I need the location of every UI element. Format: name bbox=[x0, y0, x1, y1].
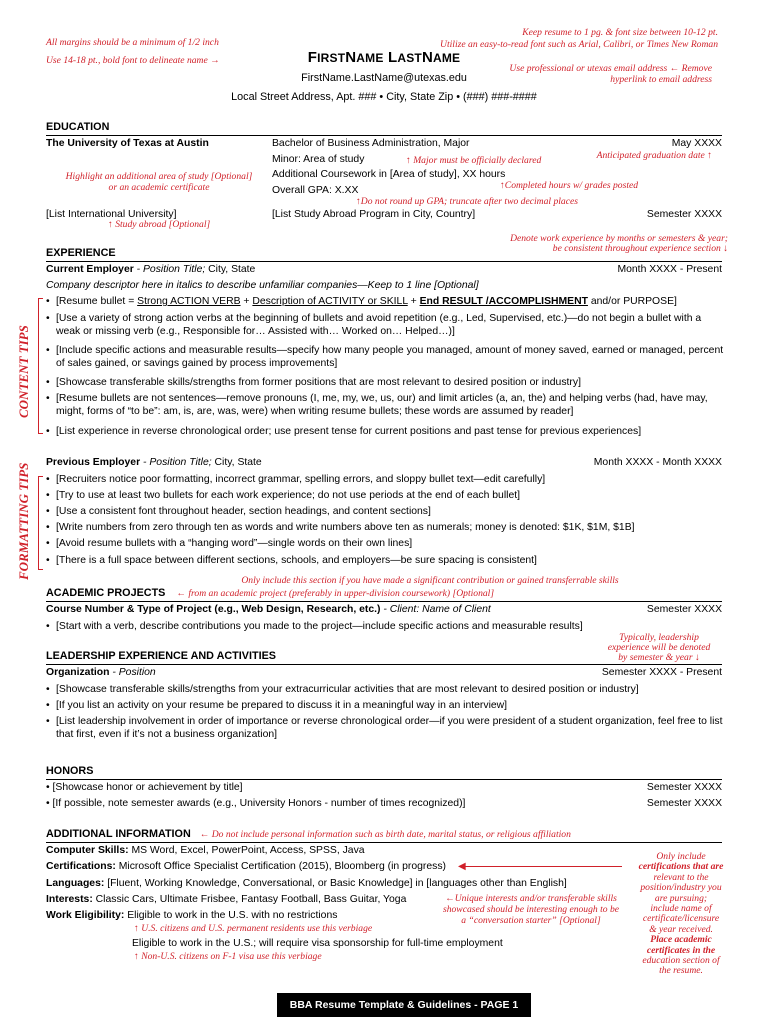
previous-bullet-3: • [Use a consistent font throughout header, section headings, and content sections] bbox=[46, 506, 431, 517]
gpa-round-note: ↑Do not round up GPA; truncate after two decimal places bbox=[356, 196, 578, 207]
client-name: - Client: Name of Client bbox=[380, 604, 491, 615]
degree: Bachelor of Business Administration, Major bbox=[272, 138, 470, 149]
interests-note-3: a “conversation starter” [Optional] bbox=[461, 915, 601, 926]
additional-study-note: Highlight an additional area of study [Optional] bbox=[65, 171, 253, 182]
academic-bullet: • [Start with a verb, describe contributions you made to the project—include specific actions and measurable results] bbox=[46, 621, 583, 632]
resume-length-note: Keep resume to 1 pg. & font size between 10-12 pt. bbox=[522, 27, 718, 38]
current-bullet-2: • [Use a variety of strong action verbs at the beginning of bullets and avoid repetition (e.g., Led, Supervised, etc.)—do not begin a bullet with a weak or missing verb (e.g., Responsible for… Assisted with… Worked on… Helped…)] bbox=[46, 313, 702, 337]
academic-heading: ACADEMIC PROJECTS ← from an academic project (preferably in upper-division coursework) [Optional] bbox=[46, 587, 722, 602]
page-footer: BBA Resume Template & Guidelines - PAGE 1 bbox=[277, 993, 531, 1017]
email-tip-note-2: hyperlink to email address bbox=[610, 74, 712, 85]
email-address: FirstName.LastName@utexas.edu bbox=[301, 72, 467, 84]
experience-heading: EXPERIENCE bbox=[46, 247, 476, 262]
school-name: The University of Texas at Austin bbox=[46, 138, 209, 149]
current-bullet-6: • [List experience in reverse chronological order; use present tense for current positions and past tense for previous experiences] bbox=[46, 426, 642, 437]
company-descriptor: Company descriptor here in italics to describe unfamiliar companies—Keep to 1 line [Optional] bbox=[46, 280, 479, 291]
work-exp-note: Denote work experience by months or semesters & year; bbox=[510, 233, 728, 244]
position: - Position bbox=[109, 667, 156, 678]
academic-only-note: Only include this section if you have made a significant contribution or gained transferrable skills bbox=[241, 575, 619, 586]
previous-employer-row bbox=[46, 456, 722, 469]
honor-row-1: • [Showcase honor or achievement by title] Semester XXXX bbox=[46, 782, 722, 793]
additional-study-note-2: or an academic certificate bbox=[108, 182, 210, 193]
academic-row bbox=[46, 603, 722, 616]
current-date: Month XXXX - Present bbox=[617, 264, 722, 275]
previous-bullet-6: • [There is a full space between different sections, schools, and employers—be sure spacing is consistent] bbox=[46, 555, 537, 566]
education-heading: EDUCATION bbox=[46, 121, 722, 136]
current-employer-row bbox=[46, 263, 722, 276]
previous-bullet-4: • [Write numbers from zero through ten as words and write numbers above ten as numerals; money is denoted: $1K, $1M, $1B] bbox=[46, 522, 635, 533]
previous-title: - Position Title; bbox=[140, 457, 212, 468]
minor: Minor: Area of study bbox=[272, 154, 365, 165]
computer-skills: Computer Skills: MS Word, Excel, PowerPoint, Access, SPSS, Java bbox=[46, 845, 365, 856]
interests-note: ←Unique interests and/or transferable skills bbox=[445, 893, 617, 904]
leadership-note: Typically, leadership bbox=[619, 632, 699, 643]
international-university: [List International University] bbox=[46, 209, 177, 220]
academic-date: Semester XXXX bbox=[646, 604, 722, 615]
honor-1-date: Semester XXXX bbox=[646, 782, 722, 793]
previous-bullet-1: • [Recruiters notice poor formatting, incorrect grammar, spelling errors, and sloppy bullet text—edit carefully] bbox=[46, 474, 546, 485]
honor-row-2: • [If possible, note semester awards (e.g., University Honors - number of times recognized)] Semester XXXX bbox=[46, 798, 722, 809]
personal-info-note: ← Do not include personal information such as birth date, marital status, or religious affiliation bbox=[199, 829, 571, 840]
us-citizen-note: ↑ U.S. citizens and U.S. permanent residents use this verbiage bbox=[134, 923, 373, 934]
study-abroad-program: [List Study Abroad Program in City, Country] bbox=[272, 209, 476, 220]
study-abroad-note: ↑ Study abroad [Optional] bbox=[108, 219, 211, 230]
leadership-bullet-1: • [Showcase transferable skills/strengths from your extracurricular activities that are most relevant to desired position or industry] bbox=[46, 684, 639, 695]
work-eligibility: Work Eligibility: Eligible to work in the U.S. with no restrictions bbox=[46, 910, 338, 921]
leadership-row bbox=[46, 666, 722, 679]
formatting-tips-brace bbox=[38, 476, 43, 570]
interests: Interests: Classic Cars, Ultimate Frisbee, Fantasy Football, Bass Guitar, Yoga bbox=[46, 894, 407, 905]
experience-rule bbox=[46, 261, 722, 262]
formatting-tips-label: FORMATTING TIPS bbox=[16, 462, 31, 580]
cert-arrow-icon: ◀ bbox=[458, 861, 466, 872]
honor-2-date: Semester XXXX bbox=[646, 798, 722, 809]
completed-hours-note: ↑Completed hours w/ grades posted bbox=[500, 180, 639, 191]
cert-side-note: Only include certifications that are relevant to the position/industry you are pursuing; include name of certificate/licensure & year received. Place academic certificates in the education section of the resume. bbox=[638, 851, 724, 977]
email-tip-note: Use professional or utexas email address ← Remove bbox=[509, 63, 712, 74]
current-title: - Position Title; bbox=[133, 264, 206, 275]
additional-coursework: Additional Coursework in [Area of study], XX hours bbox=[272, 169, 506, 180]
content-tips-brace bbox=[38, 298, 43, 434]
current-bullet-4: • [Showcase transferable skills/strengths from former positions that are most relevant to desired position or industry] bbox=[46, 377, 581, 388]
current-bullet-1: • [Resume bullet = Strong ACTION VERB + Description of ACTIVITY or SKILL + End RESULT /ACCOMPLISHMENT and/or PURPOSE] bbox=[46, 296, 677, 307]
previous-location: City, State bbox=[211, 457, 262, 468]
graduation-date: May XXXX bbox=[671, 138, 722, 149]
course-project: Course Number & Type of Project (e.g., Web Design, Research, etc.) bbox=[46, 604, 381, 615]
work-exp-note-2: be consistent throughout experience section ↓ bbox=[552, 243, 728, 254]
current-bullet-3: • [Include specific actions and measurable results—specify how many people you managed, amount of money saved, earned or managed, percent of sales gained, or savings gained by process improvements] bbox=[46, 345, 724, 369]
current-employer: Current Employer bbox=[46, 264, 134, 275]
previous-bullet-5: • [Avoid resume bullets with a “hanging word”—single words on their own lines] bbox=[46, 538, 413, 549]
study-abroad-date: Semester XXXX bbox=[646, 209, 722, 220]
leadership-date: Semester XXXX - Present bbox=[601, 667, 722, 678]
major-declared-note: ↑ Major must be officially declared bbox=[406, 155, 542, 166]
honors-heading: HONORS bbox=[46, 765, 722, 780]
additional-heading: ADDITIONAL INFORMATION ← Do not include personal information such as birth date, marital status, or religious affiliation bbox=[46, 828, 722, 843]
candidate-name: FIRSTNAME LASTNAME bbox=[307, 49, 461, 66]
previous-date: Month XXXX - Month XXXX bbox=[593, 457, 722, 468]
languages: Languages: [Fluent, Working Knowledge, Conversational, or Basic Knowledge] in [languages other than English] bbox=[46, 878, 567, 889]
leadership-bullet-2: • [If you list an activity on your resume be prepared to discuss it in a meaningful way in an interview] bbox=[46, 700, 508, 711]
grad-date-note: Anticipated graduation date ↑ bbox=[596, 150, 712, 161]
honor-2: [If possible, note semester awards (e.g., University Honors - number of times recognized)] bbox=[52, 798, 466, 809]
overall-gpa: Overall GPA: X.XX bbox=[272, 185, 359, 196]
education-row-main bbox=[46, 137, 722, 150]
certifications: Certifications: Microsoft Office Specialist Certification (2015), Bloomberg (in progress) bbox=[46, 861, 446, 872]
interests-note-2: showcased should be interesting enough to be bbox=[442, 904, 620, 915]
previous-employer: Previous Employer bbox=[46, 457, 141, 468]
name-font-note: Use 14-18 pt., bold font to delineate name → bbox=[46, 55, 220, 66]
current-location: City, State bbox=[205, 264, 256, 275]
cert-arrow-line bbox=[462, 866, 622, 867]
street-address: Local Street Address, Apt. ### • City, State Zip • (###) ###-#### bbox=[231, 91, 537, 103]
font-choice-note: Utilize an easy-to-read font such as Arial, Calibri, or Times New Roman bbox=[440, 39, 718, 50]
leadership-rule bbox=[46, 664, 722, 665]
content-tips-label: CONTENT TIPS bbox=[16, 325, 31, 418]
leadership-note-3: by semester & year ↓ bbox=[618, 652, 700, 663]
leadership-note-2: experience will be denoted bbox=[607, 642, 711, 653]
organization: Organization bbox=[46, 667, 110, 678]
honor-1: [Showcase honor or achievement by title] bbox=[52, 782, 243, 793]
leadership-heading: LEADERSHIP EXPERIENCE AND ACTIVITIES bbox=[46, 650, 586, 665]
previous-bullet-2: • [Try to use at least two bullets for each work experience; do not use periods at the end of each bullet] bbox=[46, 490, 520, 501]
work-eligibility-alt: Eligible to work in the U.S.; will require visa sponsorship for full-time employment bbox=[132, 938, 503, 949]
academic-only-note-2: ← from an academic project (preferably in upper-division coursework) [Optional] bbox=[176, 588, 495, 599]
margins-note: All margins should be a minimum of 1/2 inch bbox=[46, 37, 219, 48]
non-us-note: ↑ Non-U.S. citizens on F-1 visa use this verbiage bbox=[134, 951, 322, 962]
current-bullet-5: • [Resume bullets are not sentences—remove pronouns (I, me, my, we, us, our) and limit articles (a, an, the) and helping verbs (had, have may, might, forms of “to be”: am, is, are, was, were) when writing resume bullets; these words are assumed by reader] bbox=[46, 393, 708, 417]
leadership-bullet-3: • [List leadership involvement in order of importance or reverse chronological order—if you were president of a student organization, feel free to list that first, even if it’s not a business organization] bbox=[46, 716, 723, 740]
